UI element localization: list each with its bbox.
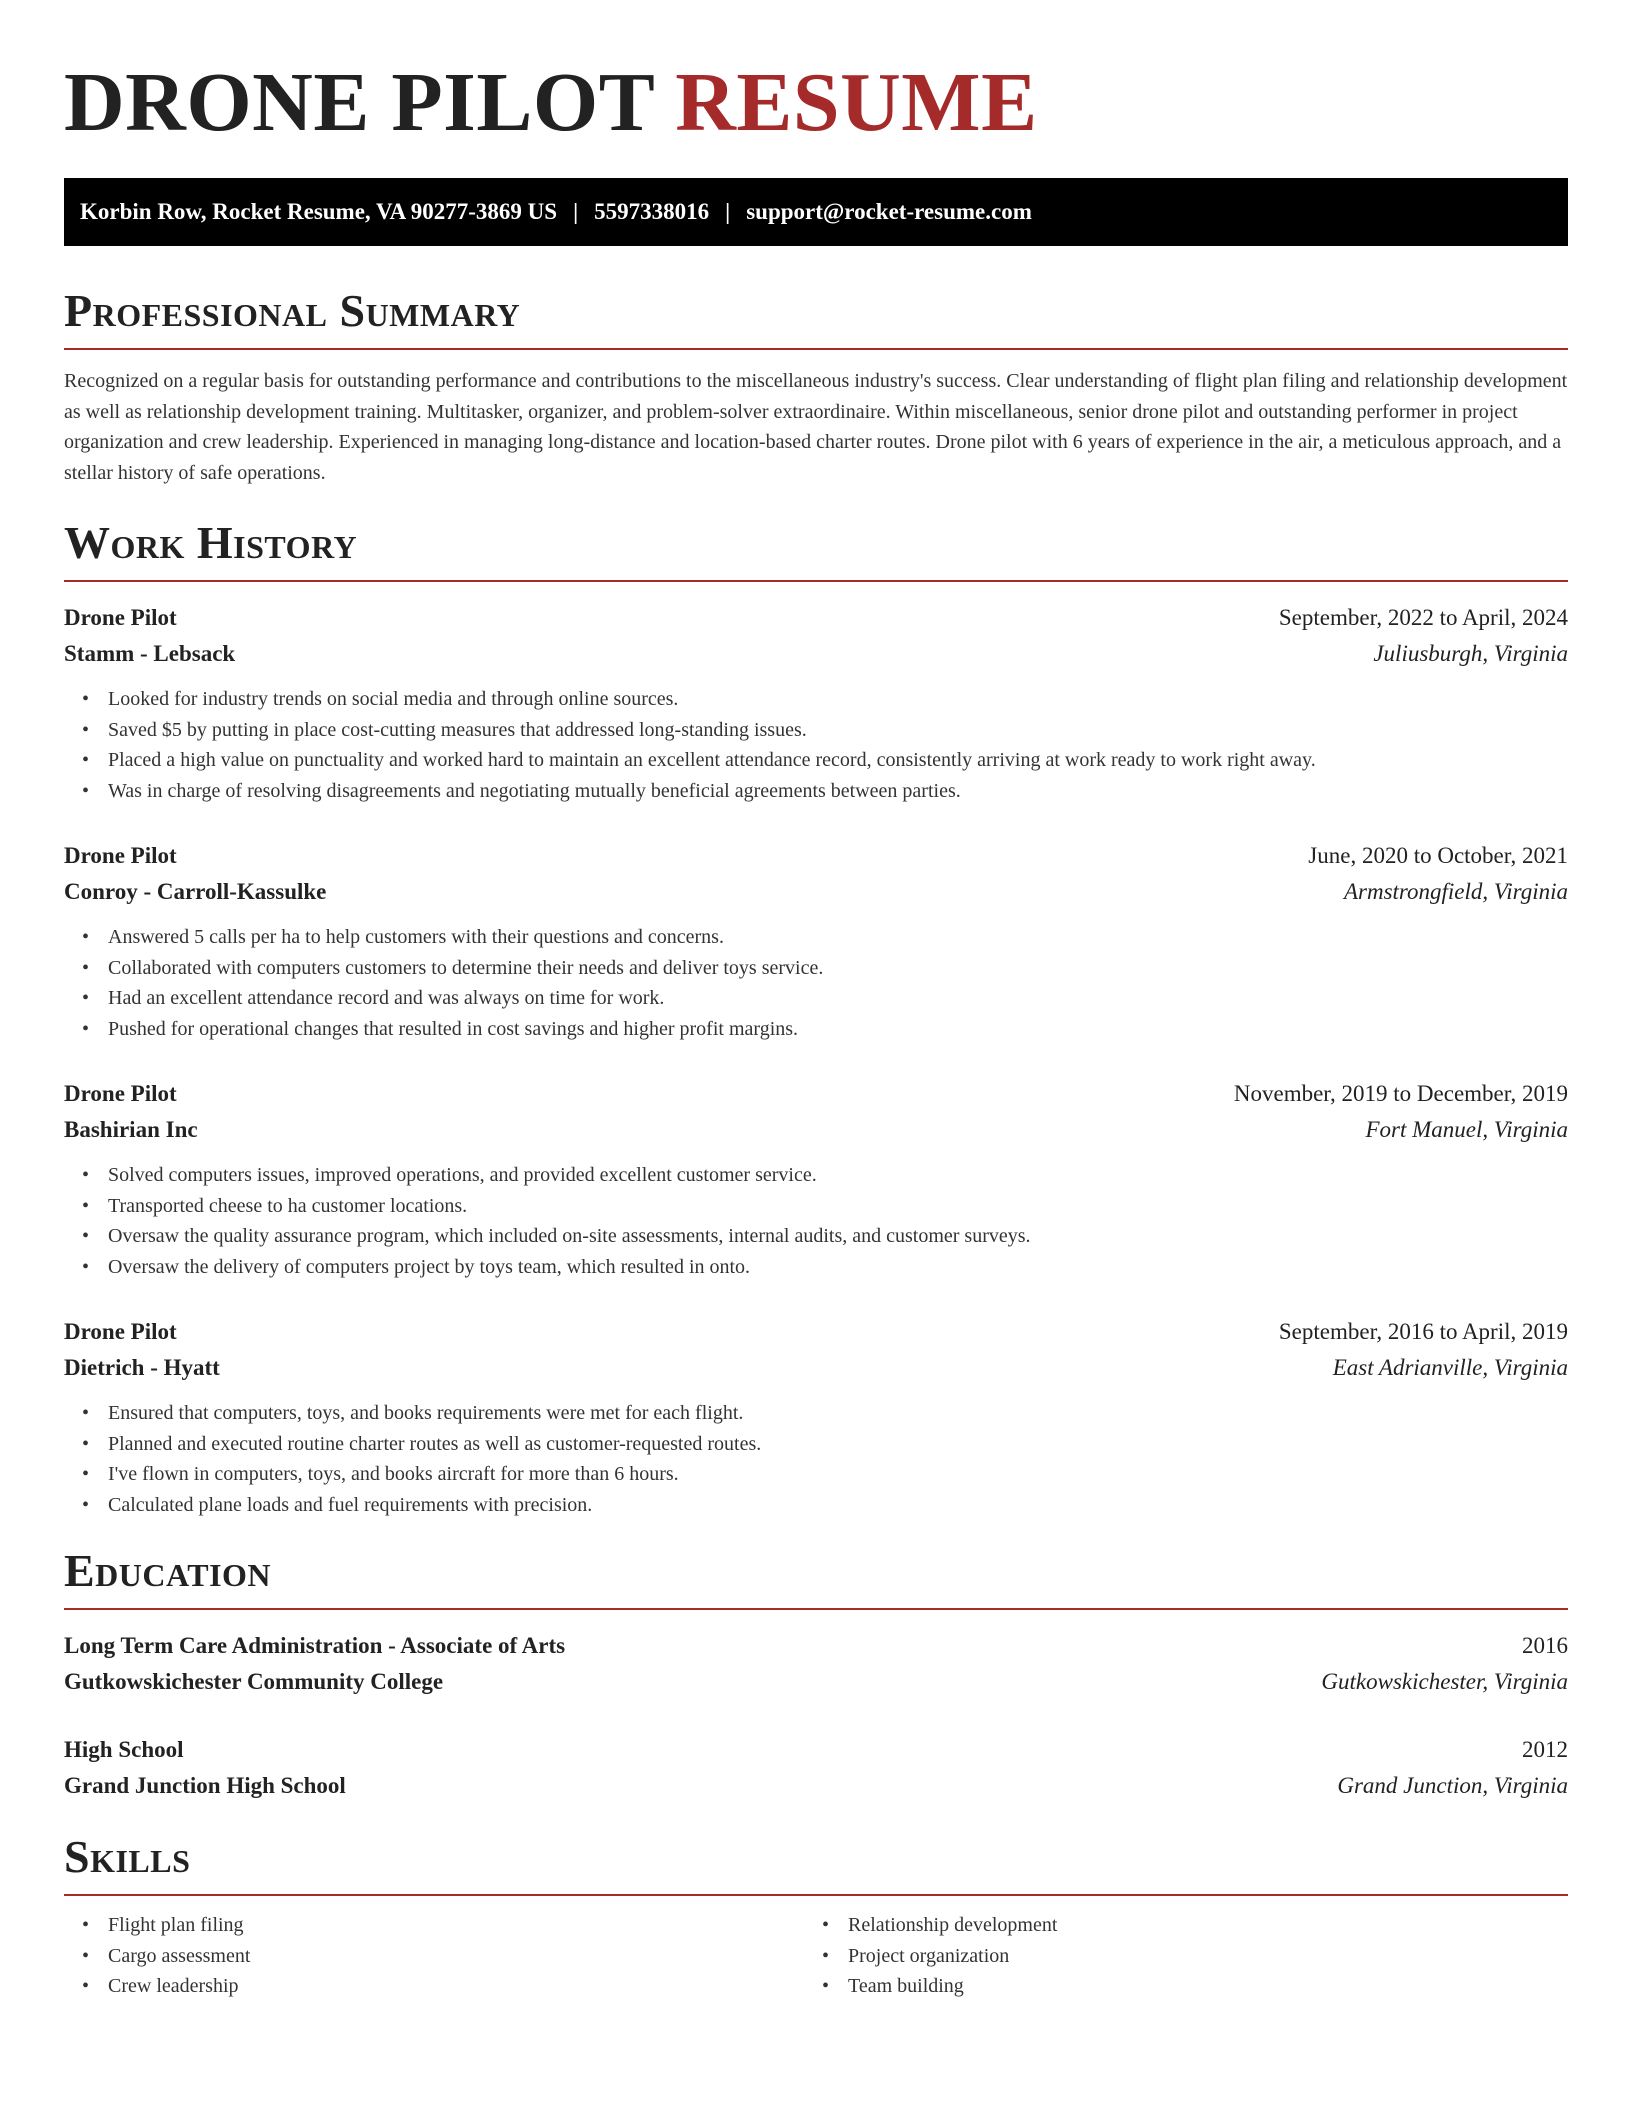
bullet-icon: • bbox=[822, 1944, 830, 1967]
job-entry bbox=[64, 838, 1568, 1044]
contact-address: Korbin Row, Rocket Resume, VA 90277-3869 US bbox=[80, 199, 558, 224]
list-item bbox=[82, 1910, 804, 1941]
skill-text: Crew leadership bbox=[108, 1975, 239, 1997]
section-divider bbox=[64, 348, 1568, 350]
bullet-icon: • bbox=[82, 1975, 90, 1997]
bullet-text: Transported cheese to ha customer locations. bbox=[108, 1194, 468, 1217]
bullet-text: Was in charge of resolving disagreements and negotiating mutually beneficial agreements between parties. bbox=[108, 779, 961, 802]
list-item bbox=[82, 1429, 1568, 1460]
bullet-icon: • bbox=[82, 1164, 90, 1186]
bullet-icon: • bbox=[82, 718, 90, 741]
skills-column-right bbox=[804, 1910, 1544, 2002]
skills-column-left bbox=[64, 1910, 804, 2002]
section-divider bbox=[64, 580, 1568, 582]
education-entry bbox=[64, 1732, 1568, 1804]
job-dates: June, 2020 to October, 2021 bbox=[1308, 843, 1568, 868]
list-item bbox=[82, 684, 1568, 715]
job-company: Dietrich - Hyatt bbox=[64, 1355, 220, 1380]
job-entry bbox=[64, 600, 1568, 806]
bullet-text: Oversaw the delivery of computers project by toys team, which resulted in onto. bbox=[108, 1255, 751, 1278]
contact-bar bbox=[64, 178, 1568, 246]
bullet-text: Saved $5 by putting in place cost-cutting measures that addressed long-standing issues. bbox=[108, 718, 807, 741]
job-bullets bbox=[64, 684, 1568, 806]
section-heading-summary: Professional Summary bbox=[64, 285, 521, 336]
education-section bbox=[64, 1544, 1568, 1804]
edu-year: 2016 bbox=[1522, 1633, 1568, 1658]
job-entry bbox=[64, 1076, 1568, 1282]
job-bullets bbox=[64, 922, 1568, 1044]
contact-separator: | bbox=[725, 199, 731, 224]
section-divider bbox=[64, 1608, 1568, 1610]
edu-degree: High School bbox=[64, 1737, 184, 1762]
bullet-text: I've flown in computers, toys, and books aircraft for more than 6 hours. bbox=[108, 1463, 679, 1485]
section-heading-education: Education bbox=[64, 1545, 272, 1596]
resume-title bbox=[64, 0, 1568, 148]
list-item bbox=[822, 1910, 1544, 1941]
job-company: Bashirian Inc bbox=[64, 1117, 198, 1142]
section-divider bbox=[64, 1894, 1568, 1896]
bullet-text: Looked for industry trends on social media and through online sources. bbox=[108, 688, 679, 710]
bullet-icon: • bbox=[82, 1463, 90, 1485]
section-heading-work: Work History bbox=[64, 517, 358, 568]
edu-school: Gutkowskichester Community College bbox=[64, 1669, 444, 1694]
title-accent: RESUME bbox=[675, 56, 1038, 149]
bullet-icon: • bbox=[82, 1944, 90, 1967]
job-dates: November, 2019 to December, 2019 bbox=[1233, 1081, 1568, 1106]
skills-list bbox=[64, 1910, 804, 2002]
job-dates: September, 2016 to April, 2019 bbox=[1278, 1319, 1568, 1344]
job-location: East Adrianville, Virginia bbox=[1332, 1355, 1568, 1380]
bullet-icon: • bbox=[822, 1975, 830, 1997]
bullet-icon: • bbox=[82, 1255, 90, 1278]
list-item bbox=[82, 983, 1568, 1014]
job-entry bbox=[64, 1314, 1568, 1520]
bullet-text: Calculated plane loads and fuel requirements with precision. bbox=[108, 1493, 593, 1516]
list-item bbox=[82, 953, 1568, 984]
list-item bbox=[822, 1941, 1544, 1972]
bullet-text: Planned and executed routine charter routes as well as customer-requested routes. bbox=[108, 1432, 762, 1455]
bullet-text: Ensured that computers, toys, and books requirements were met for each flight. bbox=[108, 1402, 744, 1424]
list-item bbox=[822, 1971, 1544, 2002]
bullet-icon: • bbox=[822, 1914, 830, 1936]
job-bullets bbox=[64, 1398, 1568, 1520]
bullet-icon: • bbox=[82, 926, 90, 948]
job-company: Conroy - Carroll-Kassulke bbox=[64, 879, 327, 904]
job-title: Drone Pilot bbox=[64, 605, 177, 630]
skill-text: Flight plan filing bbox=[108, 1914, 244, 1936]
skill-text: Project organization bbox=[848, 1944, 1010, 1967]
summary-text: Recognized on a regular basis for outstanding performance and contributions to the miscellaneous industry's success. Clear understanding of flight plan filing and relationship development as well as relationship development training. Multitasker, organizer, and problem-solver extraordinaire. Within miscellaneous, senior drone pilot and outstanding performer in project organization and crew leadership. Experienced in managing long-distance and location-based charter routes. Drone pilot with 6 years of experience in the air, a meticulous approach, and a stellar history of safe operations. bbox=[64, 370, 1568, 484]
bullet-icon: • bbox=[82, 1432, 90, 1455]
skill-text: Team building bbox=[848, 1975, 964, 1997]
list-item bbox=[82, 1971, 804, 2002]
bullet-icon: • bbox=[82, 1914, 90, 1936]
bullet-icon: • bbox=[82, 749, 90, 771]
job-location: Armstrongfield, Virginia bbox=[1343, 879, 1568, 904]
list-item bbox=[82, 1160, 1568, 1191]
list-item bbox=[82, 1398, 1568, 1429]
bullet-icon: • bbox=[82, 1225, 90, 1247]
skills-list bbox=[804, 1910, 1544, 2002]
edu-school: Grand Junction High School bbox=[64, 1773, 346, 1798]
contact-separator: | bbox=[573, 199, 579, 224]
job-bullets bbox=[64, 1160, 1568, 1282]
job-location: Juliusburgh, Virginia bbox=[1373, 641, 1568, 666]
bullet-text: Oversaw the quality assurance program, which included on-site assessments, internal audits, and customer surveys. bbox=[108, 1225, 1031, 1247]
job-company: Stamm - Lebsack bbox=[64, 641, 236, 666]
list-item bbox=[82, 1941, 804, 1972]
skills-grid bbox=[64, 1910, 1568, 2002]
work-history-section bbox=[64, 516, 1568, 1520]
list-item bbox=[82, 715, 1568, 746]
list-item bbox=[82, 922, 1568, 953]
job-title: Drone Pilot bbox=[64, 1081, 177, 1106]
edu-degree: Long Term Care Administration - Associate of Arts bbox=[64, 1633, 566, 1658]
section-heading-skills: Skills bbox=[64, 1831, 191, 1882]
edu-location: Grand Junction, Virginia bbox=[1337, 1773, 1568, 1798]
list-item bbox=[82, 1221, 1568, 1252]
bullet-text: Had an excellent attendance record and was always on time for work. bbox=[108, 987, 665, 1009]
list-item bbox=[82, 1252, 1568, 1283]
list-item bbox=[82, 776, 1568, 807]
bullet-icon: • bbox=[82, 956, 90, 979]
list-item bbox=[82, 1459, 1568, 1490]
bullet-icon: • bbox=[82, 1493, 90, 1516]
bullet-text: Pushed for operational changes that resulted in cost savings and higher profit margins. bbox=[108, 1017, 799, 1040]
bullet-text: Collaborated with computers customers to determine their needs and deliver toys service. bbox=[108, 956, 824, 979]
bullet-icon: • bbox=[82, 1017, 90, 1040]
skills-section bbox=[64, 1830, 1568, 2002]
education-entry bbox=[64, 1628, 1568, 1700]
list-item bbox=[82, 1014, 1568, 1045]
bullet-text: Placed a high value on punctuality and worked hard to maintain an excellent attendance record, consistently arriving at work ready to work right away. bbox=[108, 749, 1316, 771]
bullet-icon: • bbox=[82, 1194, 90, 1217]
job-title: Drone Pilot bbox=[64, 843, 177, 868]
edu-year: 2012 bbox=[1522, 1737, 1568, 1762]
bullet-icon: • bbox=[82, 779, 90, 802]
title-main: DRONE PILOT bbox=[64, 56, 654, 149]
edu-location: Gutkowskichester, Virginia bbox=[1321, 1669, 1568, 1694]
bullet-text: Answered 5 calls per ha to help customers with their questions and concerns. bbox=[108, 926, 724, 948]
list-item bbox=[82, 745, 1568, 776]
job-location: Fort Manuel, Virginia bbox=[1365, 1117, 1568, 1142]
bullet-icon: • bbox=[82, 1402, 90, 1424]
bullet-icon: • bbox=[82, 688, 90, 710]
bullet-icon: • bbox=[82, 987, 90, 1009]
job-dates: September, 2022 to April, 2024 bbox=[1278, 605, 1568, 630]
bullet-text: Solved computers issues, improved operations, and provided excellent customer service. bbox=[108, 1164, 817, 1186]
skill-text: Relationship development bbox=[848, 1914, 1058, 1936]
skill-text: Cargo assessment bbox=[108, 1944, 251, 1967]
list-item bbox=[82, 1191, 1568, 1222]
contact-phone: 5597338016 bbox=[594, 199, 710, 224]
contact-email: support@rocket-resume.com bbox=[746, 199, 1032, 224]
list-item bbox=[82, 1490, 1568, 1521]
summary-section bbox=[64, 284, 1568, 488]
job-title: Drone Pilot bbox=[64, 1319, 177, 1344]
